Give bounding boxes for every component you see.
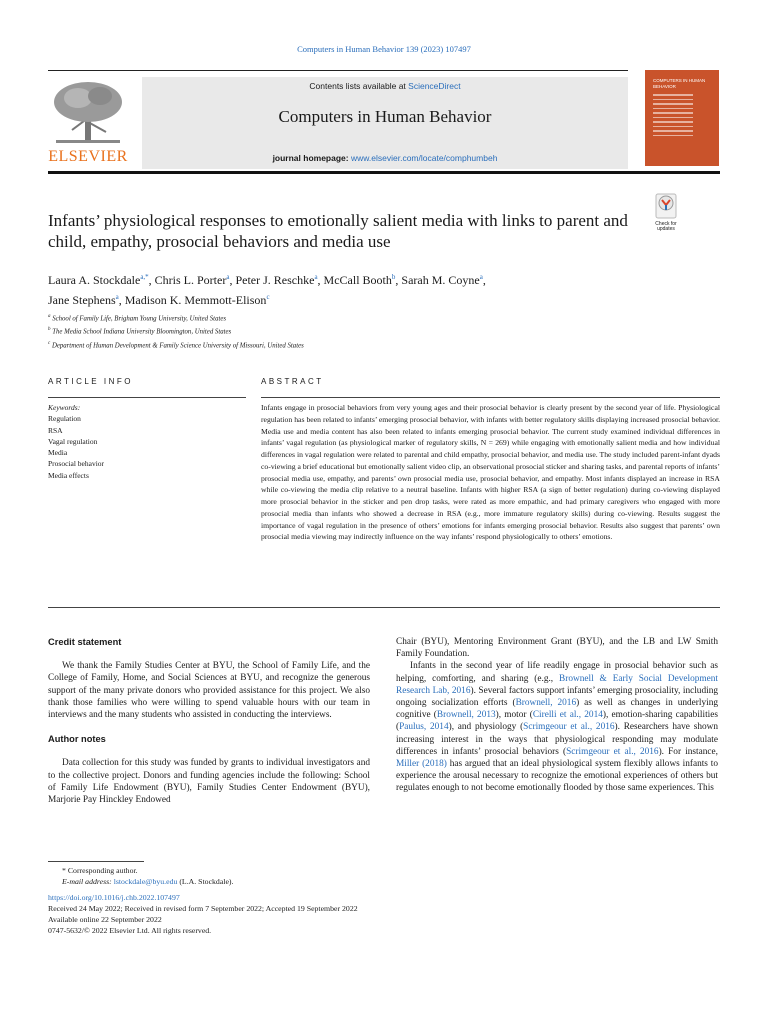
header-top-rule <box>48 70 628 71</box>
article-info-heading: ARTICLE INFO <box>48 377 133 386</box>
affiliation-text: Department of Human Development & Family Science University of Missouri, United States <box>51 341 304 349</box>
author-separator: , <box>395 273 402 287</box>
author-name: Madison K. Memmott-Elison <box>124 293 267 307</box>
author-notes-text: Data collection for this study was funded by grants to individual investigators and to the collective project. Donors and funding agencies include the following: School of Family Life Endowment (BYU), Family Studies Center Endowment (BYU), Marjorie Pay Hinckley Endowed <box>48 758 370 806</box>
keyword: Regulation <box>48 414 81 424</box>
crossmark-label-1: Check for <box>655 220 677 227</box>
keywords-list <box>48 402 246 481</box>
affiliations <box>48 311 648 351</box>
citation-link[interactable]: Cirelli et al., 2014 <box>532 710 603 721</box>
abstract-end-rule <box>48 607 720 608</box>
footnotes <box>48 865 548 937</box>
author-name: Peter J. Reschke <box>235 273 315 287</box>
author-affiliation-mark[interactable]: a <box>115 293 119 301</box>
keyword: RSA <box>48 425 63 435</box>
email-link[interactable]: lstockdale@byu.edu <box>113 877 178 887</box>
author-name: Jane Stephens <box>48 293 116 307</box>
article-info-rule <box>48 397 246 398</box>
homepage-line <box>142 153 628 163</box>
author-name: McCall Booth <box>323 273 392 287</box>
citation-link[interactable]: Miller (2018) <box>396 759 447 770</box>
keyword: Media <box>48 448 68 458</box>
doi-link[interactable]: https://doi.org/10.1016/j.chb.2022.107497 <box>48 892 180 902</box>
paragraph-text: ). Researchers have shown increasing interest in the ways that physiological responding may modulate differences in infants’ prosocial behaviors ( <box>396 722 718 757</box>
affiliation-text: School of Family Life, Brigham Young University, United States <box>52 315 227 323</box>
paragraph-text: Infants in the second year of life readily engage in prosocial behavior such as helping, comforting, and sharing (e.g., <box>396 661 718 684</box>
sciencedirect-link[interactable]: ScienceDirect <box>408 81 461 91</box>
author-affiliation-mark[interactable]: a <box>479 273 483 281</box>
paragraph-text: ), emotion-sharing capabilities ( <box>396 710 718 733</box>
author-affiliation-mark[interactable]: b <box>391 273 396 281</box>
paragraph-text: ). Several factors support infants’ emerging prosociality, including ongoing socialization efforts ( <box>396 685 718 709</box>
email-suffix: (L.A. Stockdale). <box>177 877 234 887</box>
corresponding-author-text: Corresponding author. <box>67 866 138 875</box>
crossmark-label-2: updates <box>657 226 675 232</box>
author-separator: , <box>118 293 125 307</box>
affiliation-item <box>48 338 648 351</box>
author-list <box>48 269 688 309</box>
cover-contents-lines <box>653 94 693 139</box>
keyword: Vagal regulation <box>48 436 98 446</box>
body-right-column <box>396 636 718 795</box>
abstract-rule <box>261 397 720 398</box>
paragraph-text: ). For instance, <box>658 746 718 757</box>
citation-link[interactable]: Brownell & Early Social Development Research Lab, 2016 <box>396 673 718 696</box>
credit-statement-heading: Credit statement <box>48 637 122 647</box>
email-label: E-mail address: <box>62 877 114 887</box>
funding-continuation-text: Chair (BYU), Mentoring Environment Grant (BYU), and the LB and LW Smith Family Foundation. <box>396 637 718 660</box>
journal-cover-thumbnail[interactable] <box>645 70 719 166</box>
publisher-wordmark: ELSEVIER <box>48 148 128 165</box>
intro-paragraph <box>396 660 718 794</box>
copyright-line: 0747-5632/© 2022 Elsevier Ltd. All rights reserved. <box>48 926 212 936</box>
journal-title: Computers in Human Behavior <box>278 107 492 126</box>
affiliation-mark: a <box>48 314 51 319</box>
author-affiliation-mark[interactable]: a,* <box>140 273 149 281</box>
crossmark-icon <box>655 193 677 219</box>
affiliation-mark: c <box>48 340 51 346</box>
body-left-column <box>48 636 370 806</box>
corresponding-author-note: * Corresponding author. <box>62 866 138 875</box>
citation-link[interactable]: Brownell, 2016 <box>515 698 577 709</box>
journal-header-box <box>142 77 628 169</box>
homepage-link[interactable]: www.elsevier.com/locate/comphumbeh <box>350 153 498 163</box>
footnote-rule <box>48 861 144 862</box>
affiliation-item <box>48 311 648 324</box>
abstract-text: Infants engage in prosocial behaviors from very young ages and their prosocial behavior is clearly present by the second year of life. Physiological regulation has been related to infants’ emerging prosocial behavior, with infants with better regulatory skills displaying increased prosocial behavior. Media use and media content has also been related to infants emerging prosocial behavior. The current study examined individual differences in infants’ vagal regulation (as physiological marker of regulatory skills, N = 269) while engaging with emotionally salient media and how individual differences in vagal regulation were related to parental and child empathy, prosocial behavior, and media use. The study included parent-infant dyads co-viewing a brief educational but emotionally salient video clip, an observational prosocial sticker and sharing tasks, and parental reports of infants’ prosocial media use, empathy, and parents’ own prosocial media use, prosocial behavior, and empathy. Most infants displayed an increase in RSA while co-viewing the media clip relative to a neutral baseline. Infants with higher RSA (a sign of better regulation) during co-viewing displayed more prosocial behavior in the sticker and pen drop tasks, were rated as more empathic, and had primary caregivers who engaged with more prosocial media than infants who showed a decrease in RSA (e.g., more immature regulatory skills) during co-viewing. Results suggest the importance of vagal regulation in the presence of others’ emotions for infants emerging prosocial behavior. Results also suggest that parents’ own prosocial media viewing may indirectly influence on the way infants’ respond physiologically to others’ emotions. <box>261 403 720 542</box>
author-name: Chris L. Porter <box>154 273 227 287</box>
tree-logo-icon <box>48 78 128 148</box>
journal-reference-link[interactable]: Computers in Human Behavior 139 (2023) 107497 <box>297 44 471 54</box>
author-name: Sarah M. Coyne <box>401 273 480 287</box>
citation-link[interactable]: Paulus, 2014 <box>399 722 449 733</box>
cover-title: COMPUTERS IN HUMAN BEHAVIOR <box>653 78 706 89</box>
author-separator: , <box>148 273 155 287</box>
affiliation-item <box>48 324 648 337</box>
paragraph-text: has argued that an ideal physiological system flexibly allows infants to experience the arousal necessary to recognize the emotional experiences of others but regulates enough to not become emotionally flooded by those same experiences. This <box>396 759 718 794</box>
author-affiliation-mark[interactable]: a <box>314 273 318 281</box>
author-notes-heading: Author notes <box>48 734 106 745</box>
affiliation-mark: b <box>48 327 51 333</box>
paragraph-text: ) as well as changes in underlying cognitive ( <box>396 698 719 721</box>
author-separator: , <box>482 273 486 287</box>
homepage-label: journal homepage: <box>272 153 351 163</box>
author-separator: , <box>229 273 236 287</box>
author-affiliation-mark[interactable]: a <box>226 273 230 281</box>
header-bottom-rule <box>48 171 720 174</box>
affiliation-text: The Media School Indiana University Bloomington, United States <box>52 328 232 336</box>
citation-link[interactable]: Brownell, 2013 <box>436 710 496 721</box>
author-name: Laura A. Stockdale <box>48 273 141 287</box>
paragraph-text: ), motor ( <box>495 710 533 721</box>
check-for-updates-button[interactable] <box>648 193 684 233</box>
author-separator: , <box>317 273 324 287</box>
keyword: Media effects <box>48 470 89 480</box>
article-title: Infants’ physiological responses to emotionally salient media with links to parent and child, empathy, prosocial behaviors and media use <box>48 211 628 251</box>
credit-statement-text: We thank the Family Studies Center at BYU, the School of Family Life, and the College of Family, Home, and Social Sciences at BYU, and recognize the generous support of the many private donors who provided assistance for this project. We also thank those families who were willing to spend valuable hours with our team in interviews and the many students who assisted in conducting the interviews. <box>48 661 370 721</box>
keyword: Prosocial behavior <box>48 459 105 469</box>
online-date: Available online 22 September 2022 <box>48 915 162 925</box>
citation-link[interactable]: Scrimgeour et al., 2016 <box>566 746 659 757</box>
email-note <box>48 876 548 887</box>
keywords-label: Keywords: <box>48 403 81 412</box>
contents-line <box>142 81 628 91</box>
contents-prefix: Contents lists available at <box>309 81 409 91</box>
paragraph-text: ), and physiology ( <box>448 722 524 733</box>
citation-link[interactable]: Scrimgeour et al., 2016 <box>523 722 615 733</box>
publisher-logo <box>48 78 128 166</box>
author-affiliation-mark[interactable]: c <box>266 293 270 301</box>
abstract-heading: ABSTRACT <box>261 377 324 386</box>
received-dates: Received 24 May 2022; Received in revised form 7 September 2022; Accepted 19 September 2022 <box>48 903 358 913</box>
